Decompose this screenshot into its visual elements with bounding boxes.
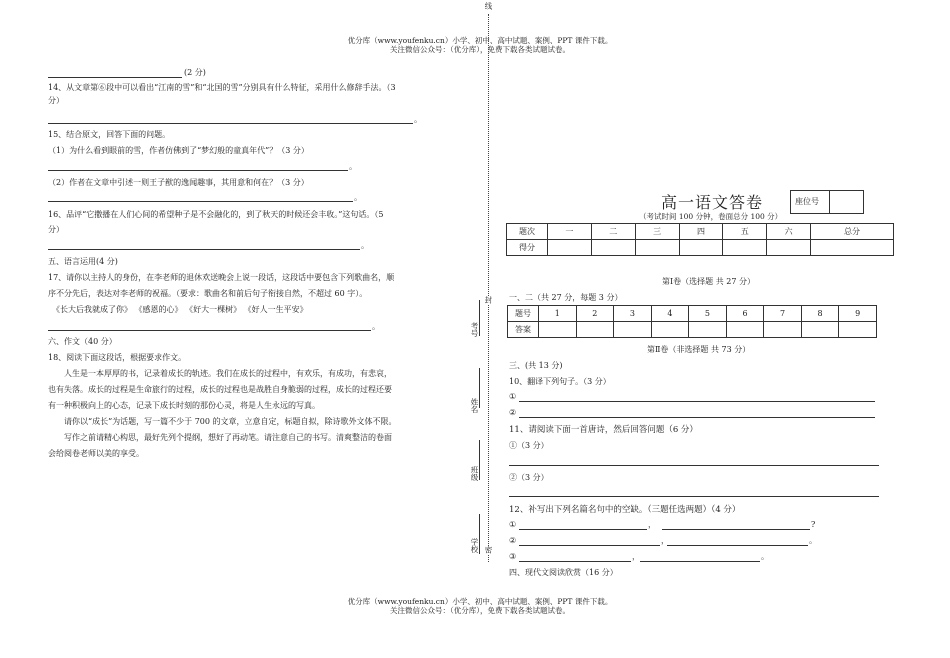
q16-end: 。 <box>361 241 369 250</box>
fill-1-comma: ， <box>648 520 656 529</box>
q11-answer-line-2[interactable] <box>509 496 879 497</box>
fill-1-blank-a[interactable] <box>519 529 647 530</box>
q17-line-b: 序不分先后，表达对李老师的祝福。（要求：歌曲名和前后句子衔接自然，不超过 60 字）。 <box>48 289 368 298</box>
q11-answer-line-1[interactable] <box>509 465 879 466</box>
section-12-title: 一、二（共 27 分，每题 3 分） <box>509 293 623 302</box>
q15-title: 15、结合原文，回答下面的问题。 <box>48 130 171 139</box>
fill-3-end: 。 <box>761 552 769 561</box>
score-table-row <box>507 240 894 256</box>
q18-title: 18、阅读下面这段话，根据要求作文。 <box>48 353 187 362</box>
school-line[interactable] <box>479 514 480 554</box>
prompt-line-3: 有一种积极向上的心态，记录下成长时刻的那份心灵，将是人生永远的写真。 <box>48 401 320 410</box>
q17-end: 。 <box>372 322 380 331</box>
q15-2-answer-line <box>48 201 353 202</box>
fill-3-comma: ， <box>632 552 640 561</box>
q17-songs: 《长大后我就成了你》 《感恩的心》 《好大一棵树》 《好人一生平安》 <box>52 305 308 314</box>
class-label: 班级 <box>470 466 479 481</box>
q15-1-answer-line <box>48 170 348 171</box>
q16-answer-line <box>48 249 360 250</box>
binding-char-xian: 线 <box>484 2 493 10</box>
binding-dotted-line <box>488 14 489 562</box>
fill-1-marker: ① <box>509 520 517 529</box>
answer-cell[interactable] <box>801 322 839 338</box>
answer-cell[interactable] <box>726 322 764 338</box>
fill-2-marker: ② <box>509 536 517 545</box>
footer-line-2: 关注微信公众号：（优分库），免费下载各类试题试卷。 <box>390 606 570 615</box>
score-cell[interactable] <box>591 240 635 256</box>
answer-row-label: 答案 <box>508 322 539 338</box>
fill-2-end: 。 <box>809 536 817 545</box>
fill-2-blank-b[interactable] <box>667 545 808 546</box>
answer-cell[interactable] <box>651 322 689 338</box>
answer-cell[interactable] <box>689 322 727 338</box>
q10-marker-2: ② <box>509 408 517 417</box>
q13-answer-line <box>48 77 182 78</box>
section-6-title: 六、作文（40 分） <box>48 337 117 346</box>
q15-2-end: 。 <box>354 193 362 202</box>
q14-line-b: 分） <box>48 96 64 105</box>
fill-3-blank-b[interactable] <box>640 561 760 562</box>
answer-header-cell: 4 <box>651 306 689 322</box>
answer-header-cell: 8 <box>801 306 839 322</box>
q15-1-end: 。 <box>349 162 357 171</box>
q17-line-a: 17、请你以主持人的身份，在李老师的退休欢送晚会上说一段话，这段话中要包含下列歌曲名，顺 <box>48 273 395 282</box>
name-line[interactable] <box>479 368 480 408</box>
seat-number-label: 座位号 <box>795 197 819 206</box>
seat-number-input[interactable] <box>830 191 863 213</box>
answer-header-cell: 6 <box>726 306 764 322</box>
school-label: 学校 <box>470 538 479 553</box>
q17-answer-line <box>48 330 371 331</box>
answer-cell[interactable] <box>539 322 577 338</box>
q10-answer-line-1[interactable] <box>519 401 875 402</box>
answer-cell[interactable] <box>764 322 802 338</box>
q14-end: 。 <box>414 115 422 124</box>
answer-sheet-title: 高一语文答卷 <box>661 193 764 212</box>
score-header-cell: 五 <box>723 224 767 240</box>
exam-number-line[interactable] <box>479 300 480 336</box>
q15-sub1: （1）为什么看到眼前的雪，作者仿佛到了“梦幻般的童真年代”？（3 分） <box>48 146 309 155</box>
fill-2-blank-a[interactable] <box>519 545 660 546</box>
prompt-line-6: 会给阅卷老师以美的享受。 <box>48 449 144 458</box>
answer-header-cell: 5 <box>689 306 727 322</box>
class-line[interactable] <box>479 440 480 480</box>
prompt-line-1: 人生是一本厚厚的书，记录着成长的轨迹。我们在成长的过程中，有欢乐，有成功，有悲哀， <box>64 369 392 378</box>
binding-char-feng: 封 <box>484 296 493 304</box>
score-cell[interactable] <box>767 240 811 256</box>
q13-tail: (2 分) <box>184 68 206 77</box>
score-cell[interactable] <box>679 240 723 256</box>
section-4-title: 四、现代文阅读欣赏（16 分） <box>509 568 618 577</box>
answer-table-header-row <box>508 306 877 322</box>
section-5-title: 五、语言运用(4 分) <box>48 257 118 266</box>
score-header-cell: 三 <box>635 224 679 240</box>
prompt-line-2: 也有失落。成长的过程是生命旅行的过程，成长的过程也是战胜自身脆弱的过程，成长的过程还要 <box>48 385 392 394</box>
volume-2-title: 第Ⅱ卷（非选择题 共 73 分） <box>647 345 751 354</box>
footer-line-1: 优分库（www.youfenku.cn）小学、初中、高中试题、案例、PPT 课件下载。 <box>347 597 613 606</box>
answer-header-cell: 题号 <box>508 306 539 322</box>
binding-char-mi: 密 <box>484 546 493 554</box>
volume-1-title: 第Ⅰ卷（选择题 共 27 分） <box>662 277 755 286</box>
score-cell[interactable] <box>811 240 894 256</box>
answer-table <box>507 305 877 338</box>
name-label: 姓名 <box>470 398 479 413</box>
exam-subtitle: （考试时间 100 分钟，卷面总分 100 分） <box>639 212 783 221</box>
score-row-label: 得分 <box>507 240 548 256</box>
q16-line-a: 16、品评“它撒播在人们心间的希望种子是不会融化的，到了秋天的时候还会丰收。”这句话。（5 <box>48 210 384 219</box>
header-line-2: 关注微信公众号：（优分库），免费下载各类试题试卷。 <box>390 45 570 54</box>
score-cell[interactable] <box>635 240 679 256</box>
answer-cell[interactable] <box>839 322 877 338</box>
q11-sub2: ②（3 分） <box>509 473 549 482</box>
q12-title: 12、补写出下列名篇名句中的空缺。（三题任选两题）（4 分） <box>509 505 741 515</box>
section-3-title: 三、(共 13 分) <box>509 361 563 370</box>
prompt-line-4: 请你以“成长”为话题，写一篇不少于 700 的文章，立意自定，标题自拟，除诗歌外文体不限。 <box>64 417 397 426</box>
score-header-cell: 四 <box>679 224 723 240</box>
q11-sub1: ①（3 分） <box>509 441 549 450</box>
header-line-1: 优分库（www.youfenku.cn）小学、初中、高中试题、案例、PPT 课件下载。 <box>347 36 613 45</box>
score-header-cell: 六 <box>767 224 811 240</box>
fill-2-comma: ， <box>661 536 669 545</box>
score-table <box>506 223 894 256</box>
fill-3-blank-a[interactable] <box>519 561 631 562</box>
exam-number-label: 考号 <box>470 322 479 337</box>
score-header-cell: 二 <box>591 224 635 240</box>
q10-marker-1: ① <box>509 392 517 401</box>
answer-header-cell: 7 <box>764 306 802 322</box>
score-cell[interactable] <box>548 240 592 256</box>
answer-header-cell: 2 <box>576 306 614 322</box>
q11-title: 11、请阅读下面一首唐诗，然后回答问题（6 分） <box>509 425 698 435</box>
score-table-header-row <box>507 224 894 240</box>
q10-answer-line-2[interactable] <box>519 417 875 418</box>
fill-3-marker: ③ <box>509 552 517 561</box>
q16-line-b: 分） <box>48 225 64 234</box>
q14-answer-line <box>48 123 413 124</box>
fill-1-blank-b[interactable] <box>662 529 810 530</box>
score-cell[interactable] <box>723 240 767 256</box>
answer-header-cell: 1 <box>539 306 577 322</box>
q15-sub2: （2）作者在文章中引述一则王子猷的逸闻趣事，其用意和何在？（3 分） <box>48 178 309 187</box>
answer-header-cell: 3 <box>614 306 652 322</box>
prompt-line-5: 写作之前请精心构思，最好先列个提纲，想好了再动笔。请注意自己的书写。清爽整洁的卷面 <box>64 433 392 442</box>
q14-line-a: 14、从文章第⑥段中可以看出“江南的雪”和“北国的雪”分别具有什么特征，采用什么修辞手法。（3 <box>48 83 396 92</box>
seat-number-box <box>790 190 864 214</box>
score-header-cell: 题次 <box>507 224 548 240</box>
score-header-cell: 总分 <box>811 224 894 240</box>
answer-header-cell: 9 <box>839 306 877 322</box>
score-header-cell: 一 <box>548 224 592 240</box>
q10-title: 10、翻译下列句子。（3 分） <box>509 377 611 386</box>
fill-1-question: ? <box>811 520 816 529</box>
answer-cell[interactable] <box>614 322 652 338</box>
answer-cell[interactable] <box>576 322 614 338</box>
answer-table-row <box>508 322 877 338</box>
